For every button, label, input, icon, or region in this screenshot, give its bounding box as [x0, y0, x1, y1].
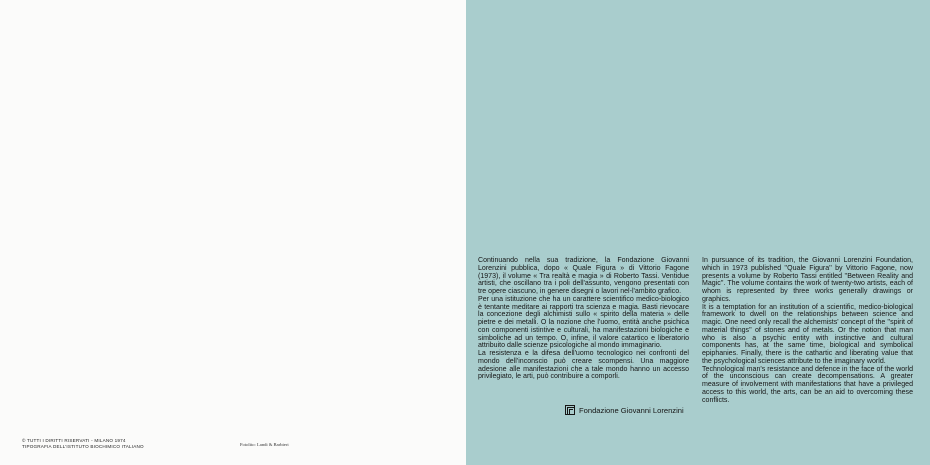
english-paragraph: Technological man's resistance and defence in the face of the world of the unconscious can create decompensations. A greater measure of involvement with manifestations that have a privileged access to this world, the arts, can be an aid to overcoming these conflicts. — [702, 365, 913, 404]
foundation-logo-icon — [565, 405, 575, 415]
photolitho-credit: Fotolito: Landi & Barbieri — [240, 442, 289, 447]
copyright-line: © TUTTI I DIRITTI RISERVATI - MILANO 1974 — [22, 438, 126, 443]
copyright-notice — [22, 438, 144, 449]
foundation-signature — [565, 405, 684, 415]
english-paragraph: In pursuance of its tradition, the Giovanni Lorenzini Foundation, which in 1973 published ''Quale Figura'' by Vittorio Fagone, now presents a volume by Roberto Tassi entitled ''Between Reality and Magic''. The volume contains the work of twenty-two artists, each of whom is represented by three works generally drawings or graphics. — [702, 257, 913, 303]
foundation-name: Fondazione Giovanni Lorenzini — [579, 405, 684, 415]
italian-text-column — [478, 257, 689, 381]
italian-paragraph: La resistenza e la difesa dell'uomo tecnologico nei confronti del mondo dell'inconscio può creare scompensi. Una maggiore adesione alle manifestazioni che a tale mondo hanno un accesso privilegiato, le arti, può contribuire a comporli. — [478, 350, 689, 381]
italian-paragraph: Continuando nella sua tradizione, la Fondazione Giovanni Lorenzini pubblica, dopo « Quale Figura » di Vittorio Fagone (1973), il volume « Tra realtà e magia » di Roberto Tassi. Ventidue artisti, che oscillano tra i poli dell'assunto, vengono presentati con tre opere ciascuno, in genere disegni o lavori nel-l'ambito grafico. — [478, 257, 689, 295]
english-text-column — [702, 257, 913, 404]
english-paragraph: It is a temptation for an institution of a scientific, medico-biological framework to dwell on the relationships between science and magic. One need only recall the alchemists' concept of the ''spirit of material things'' of stones and of metals. Or the notion that man who is also a psychic entity with instinctive and cultural components has, at the same time, biological and symbolical epiphanies. Finally, there is the cathartic and liberating value that the psychological sciences attribute to the imaginary world. — [702, 303, 913, 365]
printer-line: TIPOGRAFIA DELL'ISTITUTO BIOCHIMICO ITALIANO — [22, 443, 144, 449]
italian-paragraph: Per una istituzione che ha un carattere scientifico medico-biologico è tentante meditare ai rapporti tra scienza e magia. Basti rievocare la concezione degli alchimisti sullo « spirito della materia » delle pietre e dei metalli. O la nozione che l'uomo, entità anche psichica con componenti istintive e culturali, ha manifestazioni biologiche e simboliche ad un tempo. O, infine, il valore catartico e liberatorio attribuito dalle scienze psicologiche al mondo immaginario. — [478, 295, 689, 350]
